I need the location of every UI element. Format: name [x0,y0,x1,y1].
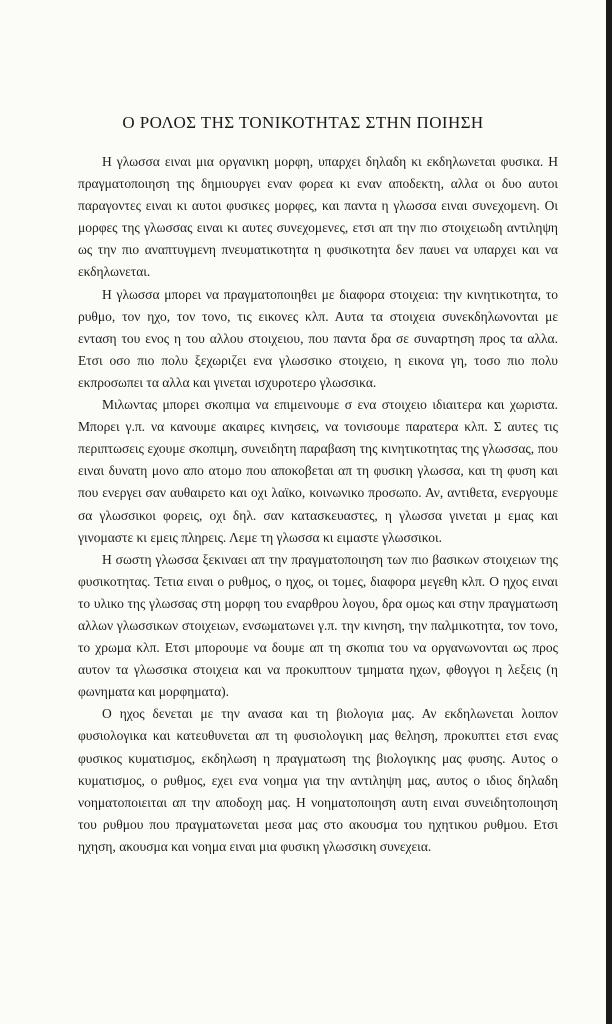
body-text [78,151,558,858]
paragraph: Ο ηχος δενεται με την ανασα και τη βιολογια μας. Αν εκδηλωνεται λοιπον φυσιολογικα και κατευθυνεται απ τη φυσιολογικη μας θεληση, προκυπτει ετσι ενας φυσικος κυματισμος, εκδηλωση η πραγματωση της βιολογικης μας φυσης. Αυτος ο κυματισμος, ο ρυθμος, εχει ενα νοημα για την αντιληψη μας, αυτος ο ιδιος δηλαδη νοηματοποιειται απ την αποδοχη μας. Η νοηματοποιηση αυτη ειναι συνειδητοποιηση του ρυθμου που πραγματωνεται μεσα μας στο ακουσμα του ηχητικου ρυθμου. Ετσι ηχηση, ακουσμα και νοημα ειναι μια φυσικη γλωσσικη συνεχεια. [78,706,558,854]
paragraph: Η γλωσσα μπορει να πραγματοποιηθει με διαφορα στοιχεια: την κινητικοτητα, το ρυθμο, τον ηχο, τον τονο, τις εικονες κλπ. Αυτα τα στοιχεια συνεκδηλωνονται με ενταση του ενος η του αλλου στοιχειου, που παντα δρα σε συναρτηση προς τα αλλα. Ετσι οσο πιο πολυ ξεχωριζει ενα γλωσσικο στοιχειο, η εικονα γη, τοσο πιο πολυ εκπροσωπει τα αλλα και γινεται ισχυροτερο γλωσσικα. [78,286,558,390]
paragraph: Μιλωντας μπορει σκοπιμα να επιμεινουμε σ ενα στοιχειο ιδιαιτερα και χωριστα. Μπορει γ.π. να κανουμε ακαιρες κινησεις, να τονισουμε παρατερα κλπ. Σ αυτες τις περιπτωσεις εχουμε σκοπιμη, συνειδητη παραβαση της κινητικοτητας της γλωσσας, που ειναι δυνατη μονο απο ατομο που αποκοβεται απ τη φυσικη γλωσσα, και τη φυση και που ενεργει σαν αυθαιρετο και οχι λαϊκο, κοινωνικο προσωπο. Αν, αντιθετα, ενεργουμε σα γλωσσικοι φορεις, οχι δηλ. σαν κατασκευαστες, η γλωσσα γινεται μ εμας και γινομαστε κι εμεις πληρεις. Λεμε τη γλωσσα κι ειμαστε γλωσσικοι. [78,397,558,545]
chapter-title: Ο ΡΟΛΟΣ ΤΗΣ ΤΟΝΙΚΟΤΗΤΑΣ ΣΤΗΝ ΠΟΙΗΣΗ [122,113,484,132]
paragraph: Η σωστη γλωσσα ξεκιναει απ την πραγματοποιηση των πιο βασικων στοιχειων της φυσικοτητας. Τετια ειναι ο ρυθμος, ο ηχος, οι τομες, διαφορα μεγεθη κλπ. Ο ηχος ειναι το υλικο της γλωσσας στη μορφη του εναρθρου λογου, δρα ομως και στην πραγματωση αλλων γλωσσικων στοιχειων, ενσωματωνει γ.π. την κινηση, την παλμικοτητα, τον τονο, το χρωμα κλπ. Ετσι μπορουμε να δουμε απ τη σκοπια του να οργανωνονται ως προς αυτον τα γλωσσικα στοιχεια και να προκυπτουν τμηματα ηχων, φθογγοι η λεξεις (η φωνηματα και μορφηματα). [78,551,558,700]
paragraph: Η γλωσσα ειναι μια οργανικη μορφη, υπαρχει δηλαδη κι εκδηλωνεται φυσικα. Η πραγματοποιηση της δημιουργει εναν φορεα κι εναν αποδεκτη, αλλα οι δυο αυτοι παραγοντες ειναι κι αυτοι φυσικες μορφες, και παντα η γλωσσα ειναι συνεχομενη. Οι μορφες της γλωσσας ειναι κι αυτες συνεχομενες, ετσι απ την πιο στοιχειωδη αντιληψη ως την πιο αναπτυγμενη πνευματικοτητα η φυσικοτητα δεν παυει να υπαρχει και να εκδηλωνεται. [78,154,558,280]
